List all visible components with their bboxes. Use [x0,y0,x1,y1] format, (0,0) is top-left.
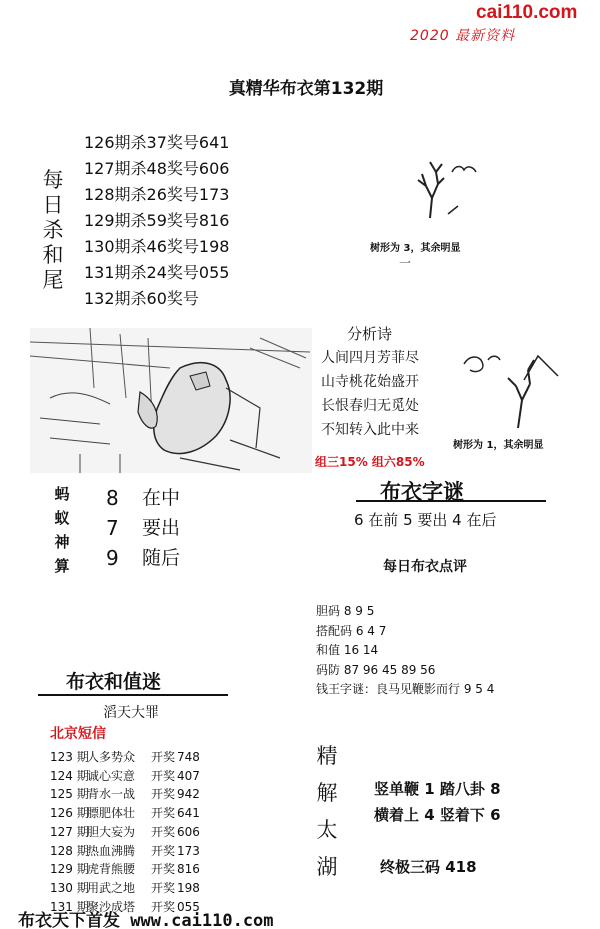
daily-kill-label: 每日杀和尾 [42,168,64,292]
label-cell: 开奖 [151,806,176,821]
issue-cell: 127 期 [50,824,89,839]
ant-number: 8 [106,486,119,510]
page-title: 真精华布衣第132期 [228,79,384,99]
jing-line: 竖单鞭 1 踏八卦 8 [374,780,501,798]
phrase-cell: 背水一战 [87,787,136,802]
issue-cell: 129 期 [50,862,89,877]
jing-label: 精解太湖 [316,744,338,879]
table-row [50,804,217,823]
number-cell: 748 [177,750,200,764]
beijing-sms-title: 北京短信 [50,726,106,742]
ant-word: 在中 [142,487,181,509]
kill-row: 130期杀46奖号198 [84,237,230,256]
label-cell: 开奖 [151,899,176,914]
number-cell: 641 [177,806,200,821]
table-row [50,860,217,879]
issue-cell: 130 期 [50,880,89,895]
poem-line: 山寺桃花始盛开 [321,374,419,390]
table-row [50,842,217,861]
kill-row: 128期杀26奖号173 [84,185,230,204]
tree1-caption: 树形为 3，其余明显 [370,243,461,254]
kill-row: 129期杀59奖号816 [84,211,230,230]
tree2-caption: 树形为 1，其余明显 [453,440,544,451]
table-row [50,785,217,804]
label-cell: 开奖 [151,768,176,783]
group-percent-note: 组三15% 组六85% [315,455,425,469]
ant-label: 蚂蚁神算 [54,485,70,575]
table-row [50,748,217,767]
issue-cell: 124 期 [50,768,89,783]
number-cell: 173 [177,843,200,858]
daily-kill-list [84,130,229,312]
sum-riddle-title: 布衣和值迷 [66,671,162,693]
phrase-cell: 膘肥体壮 [87,806,136,821]
label-cell: 开奖 [151,843,176,858]
phrase-cell: 聚沙成塔 [87,899,136,914]
number-cell: 055 [177,899,200,914]
dash-mark: 一 [399,256,412,270]
table-row [50,879,217,898]
issue-cell: 128 期 [50,843,89,858]
issue-cell: 125 期 [50,787,89,802]
phrase-cell: 虎背熊腰 [87,862,136,877]
final-three-codes: 终极三码 418 [380,858,477,876]
number-cell: 942 [177,787,200,802]
kill-row: 132期杀60奖号 [84,289,199,308]
sum-riddle-word: 滔天大罪 [103,705,159,721]
year-note: 2020 最新资料 [410,28,516,44]
number-cell: 407 [177,768,200,783]
poem-lines [321,346,419,442]
sum-riddle-divider [38,694,228,696]
poem-line: 不知转入此中来 [321,422,419,438]
ant-number: 7 [106,516,119,540]
comment-lines [316,602,494,700]
riddle-text: 6 在前 5 要出 4 在后 [354,511,497,529]
comment-line: 和值 16 14 [316,643,379,657]
ant-word: 要出 [142,517,181,539]
site-watermark: cai110.com [476,2,578,23]
riddle-title: 布衣字谜 [380,479,464,504]
phrase-cell: 人多势众 [87,750,136,764]
issue-cell: 126 期 [50,806,89,821]
kill-row: 131期杀24奖号055 [84,263,230,282]
riddle-divider [356,500,546,502]
phrase-cell: 诚心实意 [87,768,136,783]
ant-word: 随后 [142,547,181,569]
label-cell: 开奖 [151,787,176,802]
phrase-cell: 用武之地 [87,880,136,895]
comment-line: 钱王字谜：良马见鞭影而行 9 5 4 [316,682,495,696]
phrase-cell: 热血沸腾 [87,843,136,858]
figure-sketch-illustration [30,328,312,473]
issue-cell: 131 期 [50,899,89,914]
comment-title: 每日布衣点评 [383,559,467,575]
label-cell: 开奖 [151,750,176,764]
ant-number: 9 [106,546,119,570]
poem-line: 人间四月芳菲尽 [321,350,419,366]
tree-sketch-icon [458,340,568,430]
ant-words [142,483,180,573]
number-cell: 198 [177,880,200,895]
label-cell: 开奖 [151,862,176,877]
phrase-cell: 胆大妄为 [87,824,136,839]
table-row [50,767,217,786]
jing-line: 横着上 4 竖着下 6 [374,806,501,824]
kill-row: 126期杀37奖号641 [84,133,230,152]
issue-cell: 123 期 [50,750,89,764]
label-cell: 开奖 [151,880,176,895]
number-cell: 606 [177,824,200,839]
beijing-sms-list [50,748,217,916]
table-row [50,823,217,842]
number-cell: 816 [177,862,200,877]
comment-line: 搭配码 6 4 7 [316,623,387,638]
poem-title: 分析诗 [347,325,393,343]
tree-sketch-icon [408,150,480,220]
footer-banner: 布衣天下首发 www.cai110.com [18,911,274,929]
ant-numbers [106,483,119,573]
comment-line: 码防 87 96 45 89 56 [316,662,436,677]
comment-line: 胆码 8 9 5 [316,604,375,618]
kill-row: 127期杀48奖号606 [84,159,230,178]
jing-lines [374,776,501,828]
label-cell: 开奖 [151,824,176,839]
poem-line: 长恨春归无觅处 [321,398,419,414]
